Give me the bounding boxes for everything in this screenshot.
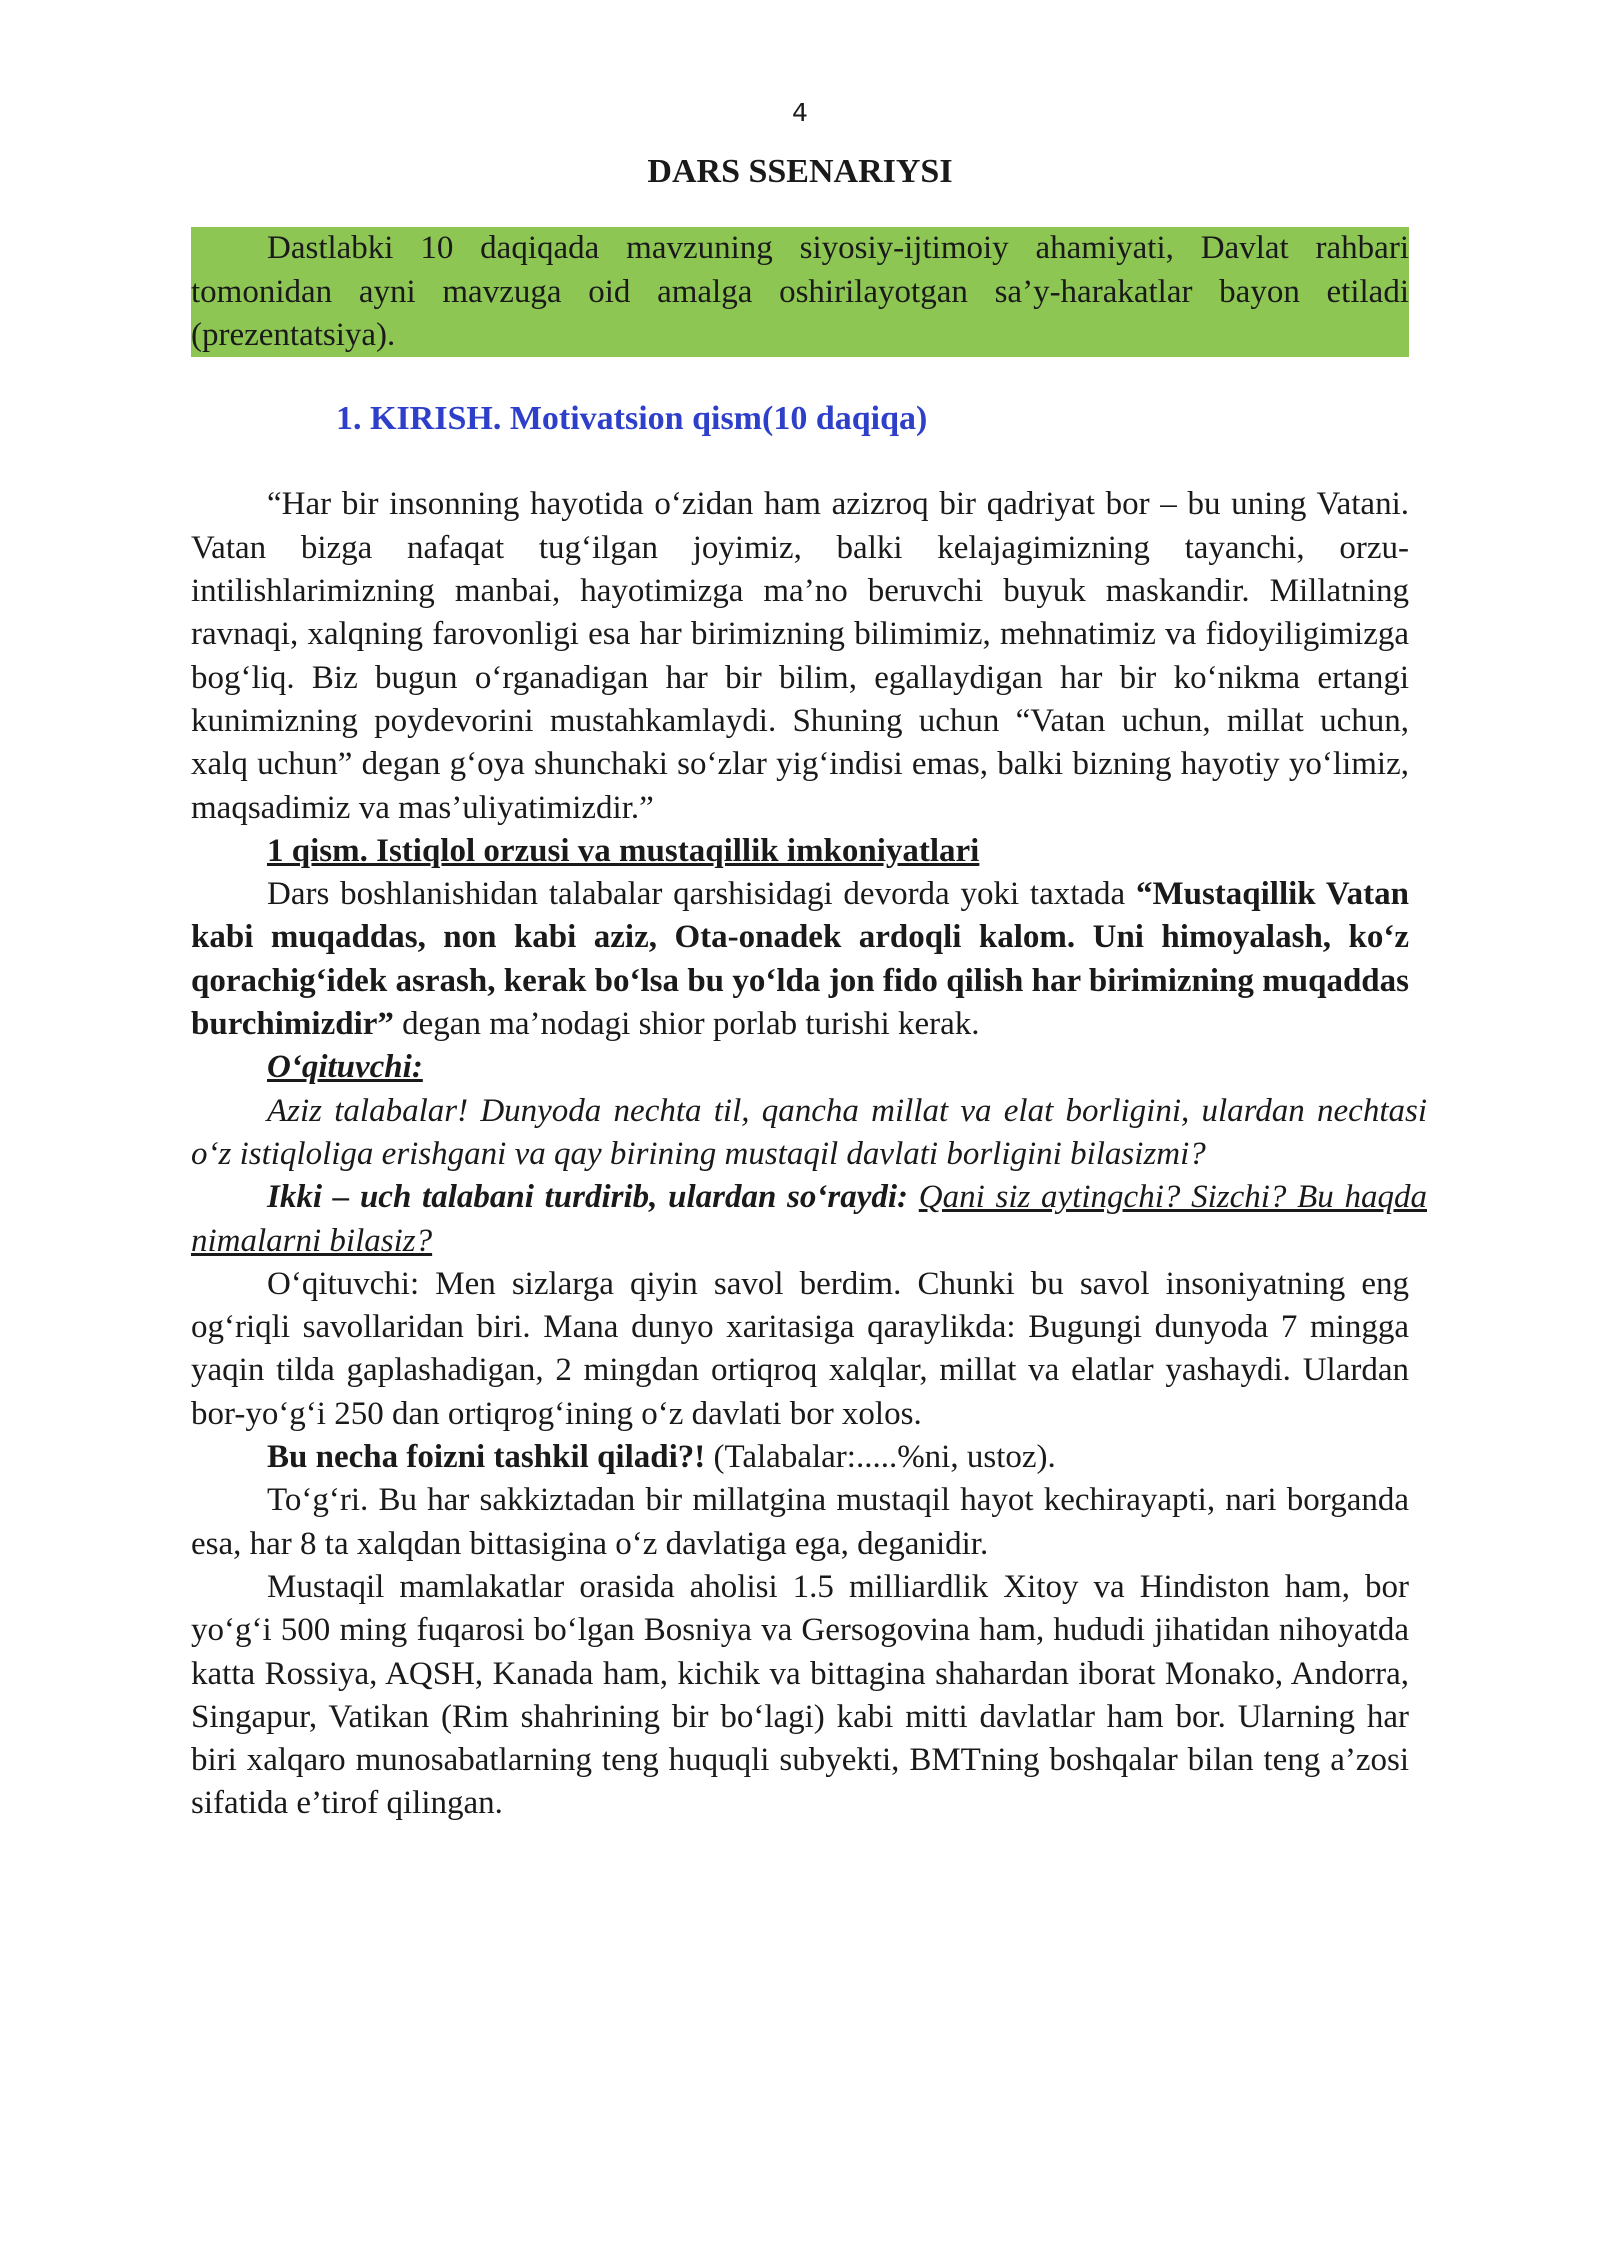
students-questions: Qani siz aytingchi? Sizchi? Bu haqda nimalarni bilasiz? bbox=[191, 1179, 1428, 1259]
slogan-lead: Dars boshlanishidan talabalar qarshisidagi devorda yoki taxtada bbox=[267, 876, 1136, 913]
teacher-label: O‘qituvchi: bbox=[267, 1049, 423, 1086]
teacher-label-line bbox=[191, 1046, 1409, 1089]
states-paragraph: Mustaqil mamlakatlar orasida aholisi 1.5 milliardlik Xitoy va Hindiston ham, bor yo‘g‘i 500 ming fuqarosi bo‘lgan Bosniya va Gersogovina ham, hududi jihatidan nihoyatda katta Rossiya, AQSH, Kanada ham, kichik va bittagina shahardan iborat Monako, Andorra, Singapur, Vatikan (Rim shahrining bir bo‘lagi) kabi mitti davlatlar ham bor. Ularning har biri xalqaro munosabatlarning teng huquqli subyekti, BMTning boshqalar bilan teng a’zosi sifatida e’tirof qilingan. bbox=[191, 1568, 1409, 1822]
part1-heading: 1 qism. Istiqlol orzusi va mustaqillik imkoniyatlari bbox=[267, 832, 980, 869]
slogan-tail: degan ma’nodagi shior porlab turishi kerak. bbox=[393, 1006, 980, 1043]
quote-paragraph: “Har bir insonning hayotida o‘zidan ham azizroq bir qadriyat bor – bu uning Vatani. Vatan bizga nafaqat tug‘ilgan joyimiz, balki kelajagimizning tayanchi, orzu-intilishlarimizning manbai, hayotimizga ma’no beruvchi buyuk maskandir. Millatning ravnaqi, xalqning farovonligi esa har birimizning bilimimiz, mehnatimiz va fidoyiligimizga bog‘liq. Biz bugun o‘rganadigan har bir bilim, egallaydigan har bir ko‘nikma ertangi kunimizning poydevorini mustahkamlaydi. Shuning uchun “Vatan uchun, millat uchun, xalq uchun” degan g‘oya shunchaki so‘zlar yig‘indisi emas, balki bizning hayotiy yo‘limiz, maqsadimiz va mas’uliyatimizdir.” bbox=[191, 486, 1409, 826]
part1-heading-line bbox=[191, 830, 1409, 873]
slogan-text: “Mustaqillik Vatan kabi muqaddas, non kabi aziz, Ota-onadek ardoqli kalom. Uni himoyalash, ko‘z qorachig‘idek asrash, kerak bo‘lsa bu yo‘lda jon fido qilish har birimizning muqaddas burchimizdir” bbox=[191, 876, 1409, 1043]
slogan-paragraph bbox=[191, 873, 1409, 1046]
correct-paragraph: To‘g‘ri. Bu har sakkiztadan bir millatgina mustaqil hayot kechirayapti, nari borganda esa, har 8 ta xalqdan bittasigina o‘z davlatiga ega, deganidir. bbox=[191, 1482, 1409, 1562]
page-number: 4 bbox=[792, 98, 808, 127]
percent-question-line bbox=[191, 1436, 1409, 1479]
students-instruction: Ikki – uch talabani turdirib, ulardan so‘raydi: bbox=[267, 1179, 909, 1216]
intro-highlight: Dastlabki 10 daqiqada mavzuning siyosiy-ijtimoiy ahamiyati, Davlat rahbari tomonidan ayni mavzuga oid amalga oshirilayotgan sa’y-harakatlar bayon etiladi (prezentatsiya). bbox=[191, 227, 1409, 357]
teacher-answer: O‘qituvchi: Men sizlarga qiyin savol berdim. Chunki bu savol insoniyatning eng og‘riqli savollaridan biri. Mana dunyo xaritasiga qaraylikda: Bugungi dunyoda 7 mingga yaqin tilda gaplashadigan, 2 mingdan ortiqroq xalqlar, millat va elatlar yashaydi. Ulardan bor-yo‘g‘i 250 dan ortiqrog‘ining o‘z davlati bor xolos. bbox=[191, 1265, 1409, 1432]
teacher-question: Aziz talabalar! Dunyoda nechta til, qancha millat va elat borligini, ulardan nechtasi o‘z istiqloliga erishgani va qay birining mustaqil davlati borligini bilasizmi? bbox=[191, 1092, 1427, 1172]
section-heading: 1. KIRISH. Motivatsion qism(10 daqiqa) bbox=[336, 400, 928, 438]
students-line bbox=[191, 1176, 1427, 1263]
percent-question: Bu necha foizni tashkil qiladi?! bbox=[267, 1439, 706, 1476]
page-content bbox=[191, 150, 1428, 1826]
page-title: DARS SSENARIYSI bbox=[647, 153, 953, 190]
percent-answer: (Talabalar:.....%ni, ustoz). bbox=[705, 1439, 1056, 1476]
